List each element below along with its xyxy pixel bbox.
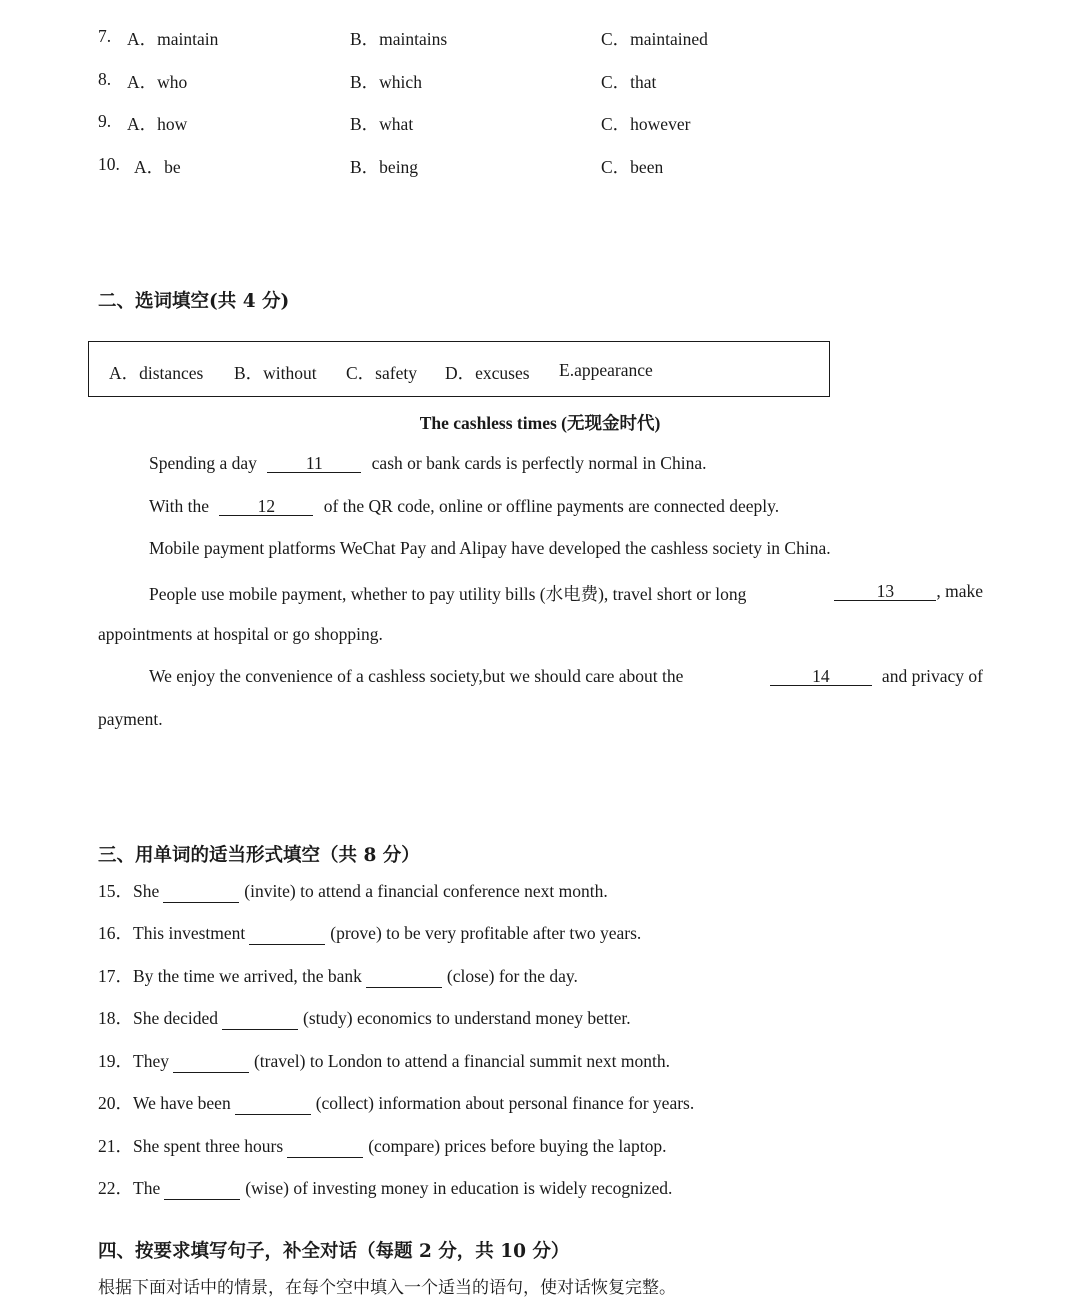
text: 19．They xyxy=(98,1051,169,1071)
text: of the QR code, online or offline payments are connected deeply. xyxy=(323,496,780,516)
text: (prove) to be very profitable after two years. xyxy=(330,923,642,943)
text: , make xyxy=(936,581,983,601)
text: 20．We have been xyxy=(98,1093,231,1113)
fill-item-18 xyxy=(98,1005,631,1030)
section-2-title: 二、选词填空(共 4 分) xyxy=(98,291,290,312)
text: (travel) to London to attend a financial summit next month. xyxy=(253,1051,670,1071)
text: cash or bank cards is perfectly normal in China. xyxy=(371,453,707,473)
option-b: B．which xyxy=(350,72,422,92)
fill-item-19 xyxy=(98,1048,670,1073)
text: We enjoy the convenience of a cashless society,but we should care about the xyxy=(149,666,684,686)
section-4-instruction: 根据下面对话中的情景，在每个空中填入一个适当的语句，使对话恢复完整。 xyxy=(98,1278,676,1298)
text: and privacy of xyxy=(881,666,983,686)
option-c: C．however xyxy=(601,114,691,134)
option-b: B．what xyxy=(350,114,414,134)
answer-blank[interactable] xyxy=(235,1093,311,1115)
answer-blank[interactable] xyxy=(366,966,442,988)
question-number: 7. xyxy=(98,26,112,46)
answer-blank[interactable] xyxy=(173,1051,249,1073)
option-a: A．who xyxy=(127,72,188,92)
fill-item-22 xyxy=(98,1175,672,1200)
fill-item-15 xyxy=(98,878,608,903)
fill-item-17 xyxy=(98,963,578,988)
option-a: A．be xyxy=(134,157,181,177)
passage-line-3: Mobile payment platforms WeChat Pay and Alipay have developed the cashless society in China. xyxy=(149,538,831,558)
fill-item-20 xyxy=(98,1090,694,1115)
word-option-b: B．without xyxy=(234,363,317,383)
text: (close) for the day. xyxy=(446,966,578,986)
text: 18．She decided xyxy=(98,1008,219,1028)
option-b: B．maintains xyxy=(350,29,448,49)
word-option-e: E.appearance xyxy=(559,360,653,380)
section-4-title: 四、按要求填写句子，补全对话（每题 2 分，共 10 分） xyxy=(98,1241,570,1262)
word-box xyxy=(88,341,830,397)
passage-line-5-cont: payment. xyxy=(98,709,163,729)
question-number: 8. xyxy=(98,69,112,89)
text: People use mobile payment, whether to pay utility bills (水电费), travel short or long xyxy=(149,584,747,604)
word-option-c: C．safety xyxy=(346,363,417,383)
answer-blank[interactable] xyxy=(164,1178,240,1200)
text: (compare) prices before buying the laptop. xyxy=(368,1136,667,1156)
question-number: 10. xyxy=(98,154,120,174)
word-option-d: D．excuses xyxy=(445,363,530,383)
passage-title: The cashless times (无现金时代) xyxy=(419,413,661,433)
blank-wrap xyxy=(770,666,983,687)
answer-blank[interactable] xyxy=(163,881,239,903)
text: (study) economics to understand money better. xyxy=(303,1008,631,1028)
text: 21．She spent three hours xyxy=(98,1136,284,1156)
text: (wise) of investing money in education is widely recognized. xyxy=(245,1178,673,1198)
option-a: A．how xyxy=(127,114,188,134)
passage-line-5 xyxy=(149,666,983,687)
blank-wrap xyxy=(834,581,983,606)
option-c: C．been xyxy=(601,157,664,177)
text: With the xyxy=(149,496,210,516)
text: 16．This investment xyxy=(98,923,246,943)
option-a: A．maintain xyxy=(127,29,219,49)
text: 22．The xyxy=(98,1178,161,1198)
option-c: C．that xyxy=(601,72,657,92)
answer-blank[interactable] xyxy=(287,1136,363,1158)
section-3-title: 三、用单词的适当形式填空（共 8 分） xyxy=(98,845,420,866)
text: (collect) information about personal finance for years. xyxy=(315,1093,695,1113)
option-c: C．maintained xyxy=(601,29,708,49)
question-number: 9. xyxy=(98,111,112,131)
text: (invite) to attend a financial conference next month. xyxy=(244,881,608,901)
blank-12[interactable]: 12 xyxy=(219,497,313,516)
answer-blank[interactable] xyxy=(249,923,325,945)
blank-11[interactable]: 11 xyxy=(267,454,361,473)
blank-14[interactable]: 14 xyxy=(770,667,872,686)
word-option-a: A．distances xyxy=(109,363,204,383)
option-b: B．being xyxy=(350,157,419,177)
fill-item-16 xyxy=(98,920,641,945)
passage-line-2 xyxy=(149,496,779,517)
passage-line-4-cont: appointments at hospital or go shopping. xyxy=(98,624,383,644)
passage-line-4 xyxy=(149,581,983,606)
text: 17．By the time we arrived, the bank xyxy=(98,966,362,986)
fill-item-21 xyxy=(98,1133,667,1158)
blank-13[interactable]: 13 xyxy=(834,582,936,601)
passage-line-1 xyxy=(149,453,706,474)
text: Spending a day xyxy=(149,453,257,473)
text: 15．She xyxy=(98,881,160,901)
answer-blank[interactable] xyxy=(222,1008,298,1030)
